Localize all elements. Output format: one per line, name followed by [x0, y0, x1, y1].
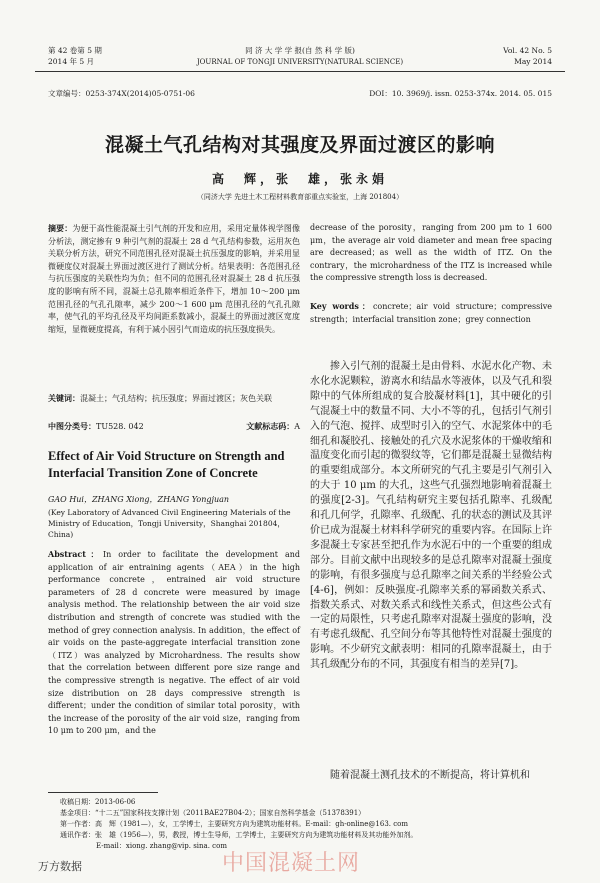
header-date-en: May 2014	[514, 57, 552, 66]
footnote-rule	[48, 792, 158, 793]
english-keywords	[310, 300, 552, 326]
english-abstract-text: In order to facilitate the development and application of air entraining agents（AEA）in the high performance concrete，entrained air void structure parameters of 28 d concrete were measured by image analysis method. The relationship between the air void size distribution and strength of concrete was studied with the method of grey connection analysis. In addition，the effect of air voids on the paste-aggregate interfacial transition zone（ITZ）was analyzed by Microhardness. The results show that the correlation between different pore size range and the compressive strength is negative. The effect of air void size distribution on 28 days compressive strength is different；under the condition of similar total porosity，with the increase of the porosity of the air void size，ranging from 10 μm to 200 μm，and the	[48, 550, 300, 736]
affiliation: （同济大学 先进土木工程材料教育部重点实验室，上海 201804）	[196, 193, 404, 201]
doi: DOI：10. 3969/j. issn. 0253-374x. 2014. 05. 015	[369, 89, 552, 98]
header-volume-en: Vol. 42 No. 5	[503, 46, 552, 55]
footnotes	[60, 797, 560, 852]
watermark-text: 中国混凝土网	[222, 851, 361, 876]
footnote-received: 收稿日期：2013-06-06	[60, 798, 136, 806]
classification-row	[48, 420, 300, 434]
abstract-cn-label: 摘要：	[48, 223, 73, 233]
page-title: 混凝土气孔结构对其强度及界面过渡区的影响	[104, 134, 495, 156]
footnote-email: E-mail：xiong. zhang@vip. sina. com	[96, 842, 227, 850]
doc-code-label: 文献标志码：	[246, 421, 295, 431]
header-journal-en: JOURNAL OF TONGJI UNIVERSITY(NATURAL SCIENCE)	[196, 58, 404, 66]
english-authors: GAO Hui，ZHANG Xiong，ZHANG Yongjuan	[48, 495, 230, 504]
keywords-cn	[48, 392, 300, 406]
footnote-corresponding-author: 通讯作者：张 雄（1956—），男，教授，博士生导师，工学博士，主要研究方向为建筑功能材料及其功能外加剂。	[60, 831, 418, 839]
footnote-first-author: 第一作者：高 辉（1981—），女，工学博士，主要研究方向为建筑功能材料。E-mail：gh-online@163. com	[60, 820, 408, 828]
body-paragraph-1: 掺入引气剂的混凝土是由骨料、水泥水化产物、未水化水泥颗粒，游离水和结晶水等液体，以及气孔和裂隙中的气体所组成的复合胶凝材料[1]，其中硬化的引气混凝土中的数量不同、大小不等的孔，包括引气剂引入的气泡、搅拌、成型时引入的空气、水泥浆体中的毛细孔和凝胶孔、接触处的孔穴及水泥浆体的干燥收缩和温度变化而引起的微裂纹等，它们都是混凝土显微结构的重要组成部分。本文所研究的气孔主要是引气剂引入的大于 10 μm 的大孔，这些气孔强烈地影响着混凝土的强度[2-3]。气孔结构研究主要包括孔隙率、孔级配和孔几何学，孔隙率、孔级配、孔的状态的测试及其评价已成为混凝土材料科学研究的重要内容。在国际上许多混凝土专家甚至把孔作为水泥石中的一个重要的组成部分。目前文献中出现较多的是总孔隙率对混凝土强度的影响，有很多强度与总孔隙率之间关系的半经验公式[4-6]，例如：反映强度-孔隙率关系的幂函数关系式、指数关系式、对数关系式和线性关系式，但这些公式有一定的局限性，只考虑孔隙率对混凝土强度的影响，没有考虑孔级配、孔空间分布等其他特性对混凝土强度的影响。不少研究文献表明：相同的孔隙率混凝土，由于其孔级配分布的不同，其强度有相当的差异[7]。	[310, 361, 552, 671]
english-affiliation: (Key Laboratory of Advanced Civil Engineering Materials of the Ministry of Education，Tongji University，Shanghai 201804，China)	[48, 508, 291, 539]
header-rule	[35, 71, 565, 72]
english-keywords-text: concrete；air void structure；compressive strength；interfacial transition zone；grey connection	[310, 302, 553, 324]
abstract-cn	[48, 222, 300, 336]
wanfang-watermark: 万方数据	[38, 860, 82, 873]
english-title: Effect of Air Void Structure on Strength and Interfacial Transition Zone of Concrete	[48, 449, 285, 480]
authors: 高 辉，张 雄，张永娟	[211, 172, 388, 186]
english-abstract-continued: decrease of the porosity，ranging from 200 μm to 1 600 μm，the average air void diameter and mean free spacing are decreased；as well as the width of ITZ. On the contrary，the microhardness of the ITZ is increased while the compressive strength loss is decreased.	[310, 223, 552, 283]
abstract-cn-text: 为便于高性能混凝土引气剂的开发和应用，采用定量体视学图像分析法，测定掺有 9 种引气剂的混凝土 28 d 气孔结构参数，运用灰色关联分析方法，研究不同范围孔径对混凝土抗压强度的影响，并采用显微硬度仪对混凝土界面过渡区进行了测试分析。结果表明：各范围孔径与抗压强度的关联性均为负；但不同的范围孔径对混凝土 28 d 抗压强度的影响有所不同，混凝土总孔隙率相近条件下，增加 10～200 μm 范围孔径的气孔孔隙率，减少 200～1 600 μm 范围孔径的气孔孔隙率，使气孔的平均孔径及平均间距系数减小，混凝土的界面过渡区宽度缩短，显微硬度提高，有利于减小因引气而造成的抗压强度损失。	[48, 224, 301, 334]
body-paragraph-2: 随着混凝土测孔技术的不断提高，将计算机和	[330, 770, 530, 781]
article-number: 文章编号：0253-374X(2014)05-0751-06	[48, 89, 195, 98]
english-keywords-label: Key words：	[310, 301, 373, 311]
doc-code-value: A	[294, 422, 300, 431]
header-journal-cn: 同 济 大 学 学 报(自 然 科 学 版)	[245, 46, 355, 55]
header-volume-cn: 第 42 卷第 5 期	[48, 46, 102, 55]
keywords-cn-label: 关键词：	[48, 393, 80, 403]
clc-value: TU528. 042	[96, 422, 144, 431]
english-abstract-label: Abstract：	[48, 549, 103, 559]
clc-label: 中图分类号：	[48, 421, 96, 431]
english-abstract	[48, 548, 300, 738]
keywords-cn-text: 混凝土；气孔结构；抗压强度；界面过渡区；灰色关联	[80, 394, 272, 403]
footnote-funding: 基金项目：“十二五”国家科技支撑计划（2011BAE27B04-2）；国家自然科学基金（51378391）	[60, 809, 366, 817]
header-date-cn: 2014 年 5 月	[48, 57, 95, 66]
